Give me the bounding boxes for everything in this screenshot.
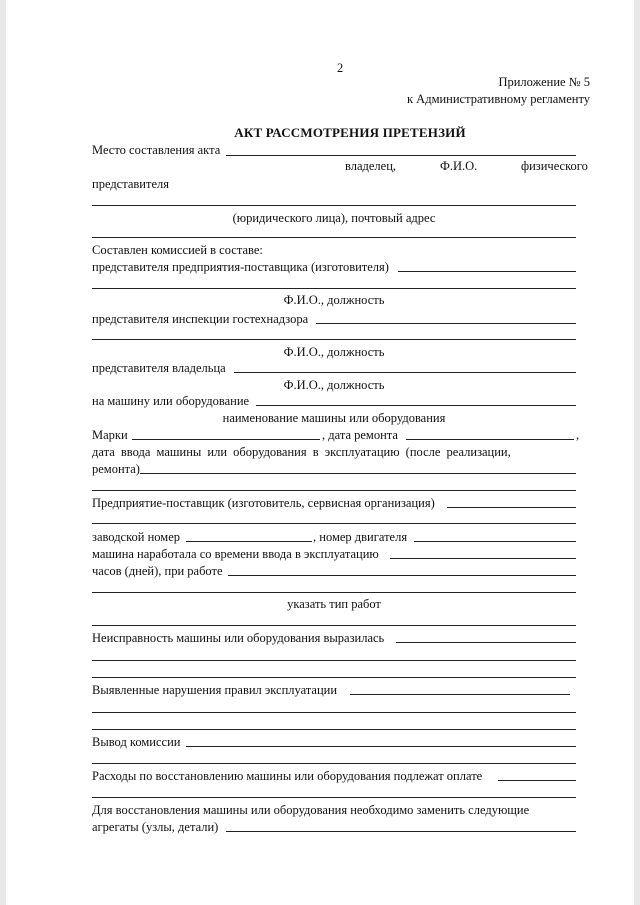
repair-date-line[interactable]: [406, 439, 574, 440]
supplier-label: Предприятие-поставщик (изготовитель, сервисная организация): [92, 496, 435, 510]
replace-line[interactable]: [226, 831, 576, 832]
inspection-rep-line-2[interactable]: [92, 339, 576, 340]
conclusion-line[interactable]: [186, 746, 576, 747]
replace-label: Для восстановления машины или оборудования необходимо заменить следующие: [92, 803, 530, 817]
malfunction-line-2[interactable]: [92, 660, 576, 661]
hours-line[interactable]: [228, 575, 576, 576]
supplier-line-2[interactable]: [92, 523, 576, 524]
engine-label: , номер двигателя: [313, 530, 408, 544]
work-type-caption: указать тип работ: [287, 597, 381, 611]
violations-line[interactable]: [350, 694, 570, 695]
owner-label: владелец,: [345, 159, 397, 173]
place-label: Место составления акта: [92, 143, 221, 157]
inspection-rep-label: представителя инспекции гостехнадзора: [92, 312, 309, 326]
expenses-line[interactable]: [498, 780, 576, 781]
commissioning-label-2: ремонта): [92, 462, 140, 476]
repair-date-comma: ,: [576, 428, 580, 442]
serial-label: заводской номер: [92, 530, 181, 544]
violations-label: Выявленные нарушения правил эксплуатации: [92, 683, 338, 697]
conclusion-label: Вывод комиссии: [92, 735, 181, 749]
hours-line-2[interactable]: [92, 592, 576, 593]
work-type-line[interactable]: [92, 625, 576, 626]
hours-label: часов (дней), при работе: [92, 564, 223, 578]
place-line[interactable]: [226, 155, 576, 156]
appendix-line1: Приложение № 5: [498, 75, 590, 89]
supplier-rep-line-2[interactable]: [92, 288, 576, 289]
commissioning-line[interactable]: [140, 473, 576, 474]
document-title: АКТ РАССМОТРЕНИЯ ПРЕТЕНЗИЙ: [234, 125, 466, 140]
brand-line[interactable]: [132, 439, 320, 440]
brand-label: Марки: [92, 428, 128, 442]
machine-line[interactable]: [256, 405, 576, 406]
serial-line[interactable]: [186, 541, 312, 542]
address-line[interactable]: [92, 237, 576, 238]
engine-line[interactable]: [414, 541, 576, 542]
supplier-rep-label: представителя предприятия-поставщика (изготовителя): [92, 260, 389, 274]
repair-date-label: , дата ремонта: [322, 428, 398, 442]
commissioning-line-2[interactable]: [92, 490, 576, 491]
owner-line[interactable]: [92, 205, 576, 206]
violations-line-2[interactable]: [92, 712, 576, 713]
expenses-label: Расходы по восстановлению машины или оборудования подлежат оплате: [92, 769, 483, 783]
operated-label: машина наработала со времени ввода в эксплуатацию: [92, 547, 379, 561]
fio-label: Ф.И.О.: [440, 159, 478, 173]
owner-rep-label: представителя владельца: [92, 361, 226, 375]
fio-position-caption-1: Ф.И.О., должность: [283, 293, 385, 307]
appendix-line2: к Административному регламенту: [406, 92, 590, 106]
replace-label-2: агрегаты (узлы, детали): [92, 820, 219, 834]
physical-label: физического: [521, 159, 588, 173]
page-number: 2: [337, 61, 344, 75]
supplier-line[interactable]: [447, 507, 576, 508]
legal-address-caption: (юридического лица), почтовый адрес: [232, 211, 436, 225]
owner-rep-line[interactable]: [234, 372, 576, 373]
machine-label: на машину или оборудование: [92, 394, 250, 408]
expenses-line-2[interactable]: [92, 797, 576, 798]
fio-position-caption-2: Ф.И.О., должность: [283, 345, 385, 359]
violations-line-3[interactable]: [92, 729, 576, 730]
operated-line[interactable]: [390, 558, 576, 559]
commissioning-label: дата ввода машины или оборудования в эксплуатацию (после реализации,: [92, 445, 511, 459]
supplier-rep-line[interactable]: [398, 271, 576, 272]
machine-name-caption: наименование машины или оборудования: [222, 411, 446, 425]
malfunction-line-3[interactable]: [92, 677, 576, 678]
representative-label: представителя: [92, 177, 169, 191]
malfunction-label: Неисправность машины или оборудования выразилась: [92, 631, 385, 645]
malfunction-line[interactable]: [396, 642, 576, 643]
inspection-rep-line[interactable]: [316, 323, 576, 324]
commission-label: Составлен комиссией в составе:: [92, 243, 263, 257]
conclusion-line-2[interactable]: [92, 763, 576, 764]
fio-position-caption-3: Ф.И.О., должность: [283, 378, 385, 392]
